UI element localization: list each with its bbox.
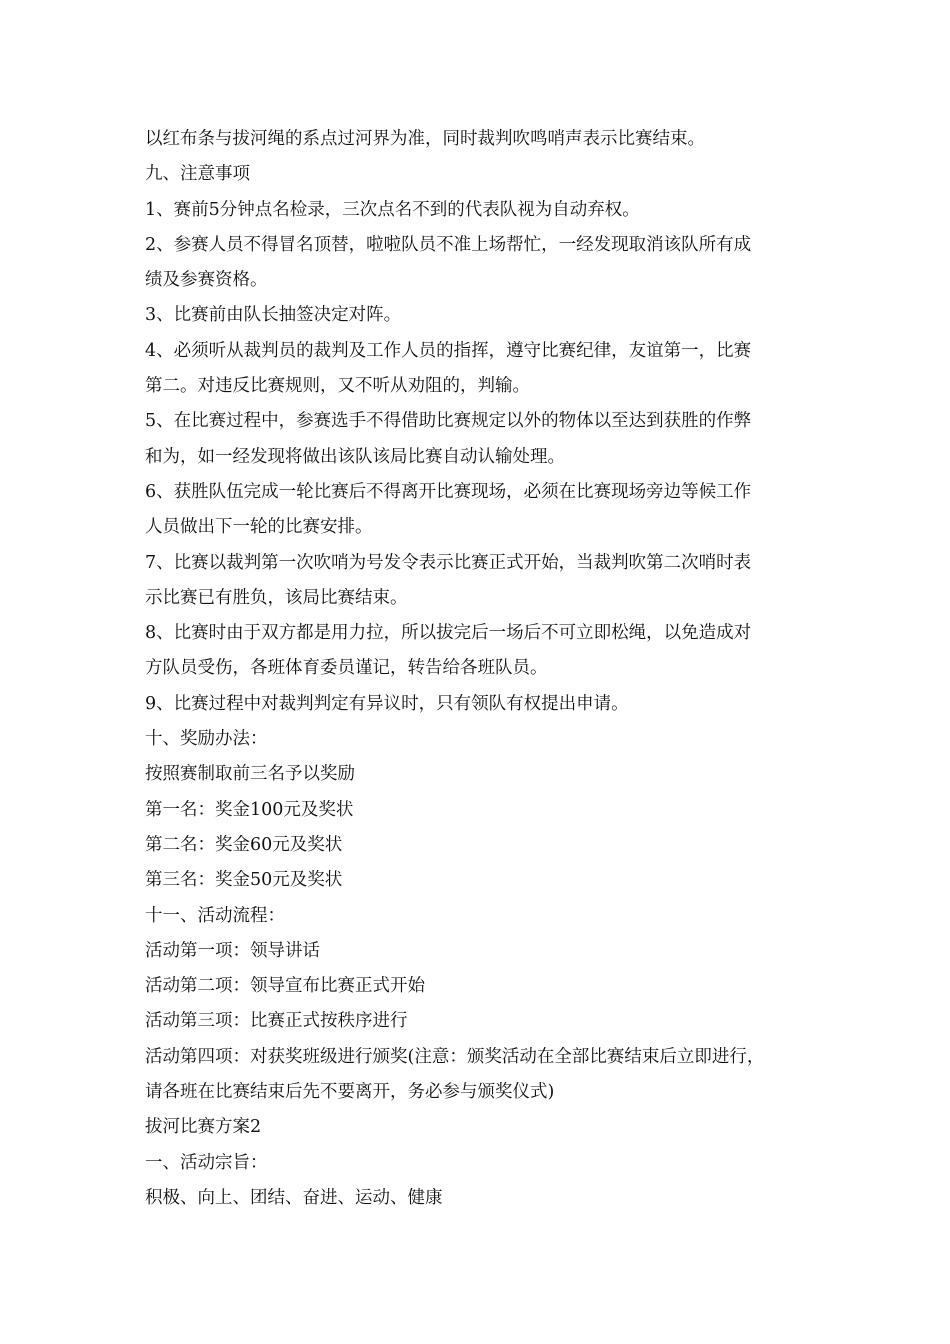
text-line: 以红布条与拔河绳的系点过河界为准，同时裁判吹鸣哨声表示比赛结束。	[145, 129, 705, 149]
section-heading-purpose: 一、活动宗旨：	[145, 1152, 268, 1173]
document-body	[145, 122, 835, 1216]
text-line: 6、获胜队伍完成一轮比赛后不得离开比赛现场，必须在比赛现场旁边等候工作	[145, 481, 752, 502]
text-line: 示比赛已有胜负，该局比赛结束。	[145, 587, 408, 608]
text-line: 第三名：奖金50元及奖状	[145, 870, 343, 891]
text-line: 按照赛制取前三名予以奖励	[145, 764, 355, 785]
text-line: 和为，如一经发现将做出该队该局比赛自动认输处理。	[145, 446, 565, 467]
text-line: 请各班在比赛结束后先不要离开，务必参与颁奖仪式)	[145, 1082, 555, 1103]
text-line: 人员做出下一轮的比赛安排。	[145, 517, 373, 538]
text-line: 2、参赛人员不得冒名顶替，啦啦队员不准上场帮忙，一经发现取消该队所有成	[145, 234, 752, 255]
text-line: 活动第三项：比赛正式按秩序进行	[145, 1011, 408, 1032]
text-line: 积极、向上、团结、奋进、运动、健康	[145, 1187, 443, 1208]
text-line: 1、赛前5分钟点名检录，三次点名不到的代表队视为自动弃权。	[145, 199, 640, 220]
text-line: 活动第一项：领导讲话	[145, 940, 320, 961]
text-line: 5、在比赛过程中，参赛选手不得借助比赛规定以外的物体以至达到获胜的作弊	[145, 411, 752, 432]
text-line: 第一名：奖金100元及奖状	[145, 799, 354, 820]
section-heading-rewards: 十、奖励办法：	[145, 729, 268, 750]
section-heading-notes: 九、注意事项	[145, 164, 250, 185]
text-line: 活动第四项：对获奖班级进行颁奖(注意：颁奖活动在全部比赛结束后立即进行，	[145, 1046, 765, 1067]
text-line: 8、比赛时由于双方都是用力拉，所以拔完后一场后不可立即松绳，以免造成对	[145, 623, 752, 644]
text-line: 第二名：奖金60元及奖状	[145, 834, 343, 855]
text-line: 方队员受伤，各班体育委员谨记，转告给各班队员。	[145, 658, 548, 679]
section-heading-process: 十一、活动流程：	[145, 905, 285, 926]
text-line: 活动第二项：领导宣布比赛正式开始	[145, 976, 425, 997]
text-line: 第二。对违反比赛规则，又不听从劝阻的，判输。	[145, 376, 530, 397]
text-line: 绩及参赛资格。	[145, 270, 268, 291]
text-line: 4、必须听从裁判员的裁判及工作人员的指挥，遵守比赛纪律，友谊第一，比赛	[145, 340, 752, 361]
text-line: 9、比赛过程中对裁判判定有异议时，只有领队有权提出申请。	[145, 693, 629, 714]
document-title: 拔河比赛方案2	[145, 1117, 262, 1138]
text-line: 7、比赛以裁判第一次吹哨为号发令表示比赛正式开始，当裁判吹第二次哨时表	[145, 552, 752, 573]
text-line: 3、比赛前由队长抽签决定对阵。	[145, 305, 402, 326]
